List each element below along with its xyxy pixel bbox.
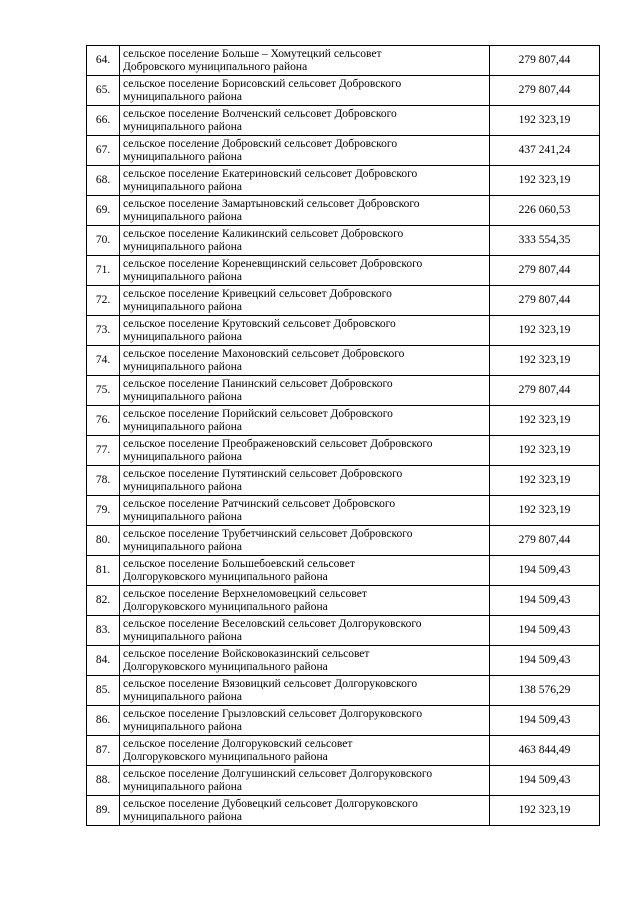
settlement-name	[120, 406, 490, 436]
allocation-amount: 138 576,29	[490, 676, 600, 706]
table-row	[87, 616, 600, 646]
settlement-name	[120, 346, 490, 376]
row-number: 67.	[87, 136, 120, 166]
settlement-name-line-2: муниципального района	[123, 450, 242, 463]
settlement-name-line-1: сельское поселение Махоновский сельсовет Добровского	[123, 347, 405, 360]
settlement-name	[120, 706, 490, 736]
settlement-name	[120, 136, 490, 166]
table-row	[87, 286, 600, 316]
settlement-name	[120, 556, 490, 586]
settlement-name-line-1: сельское поселение Замартыновский сельсовет Добровского	[123, 197, 420, 210]
settlement-name	[120, 226, 490, 256]
row-number: 70.	[87, 226, 120, 256]
table-row	[87, 346, 600, 376]
row-number: 82.	[87, 586, 120, 616]
settlement-name-line-2: Долгоруковского муниципального района	[123, 660, 328, 673]
settlement-name	[120, 796, 490, 826]
settlement-name-line-1: сельское поселение Екатериновский сельсовет Добровского	[123, 167, 418, 180]
allocation-amount: 192 323,19	[490, 346, 600, 376]
allocation-amount: 333 554,35	[490, 226, 600, 256]
settlement-name-line-1: сельское поселение Кореневщинский сельсовет Добровского	[123, 257, 423, 270]
row-number: 89.	[87, 796, 120, 826]
allocation-amount: 279 807,44	[490, 526, 600, 556]
allocation-table	[86, 45, 600, 826]
settlement-name	[120, 526, 490, 556]
row-number: 77.	[87, 436, 120, 466]
allocation-amount: 279 807,44	[490, 46, 600, 76]
settlement-name-line-2: муниципального района	[123, 330, 242, 343]
settlement-name	[120, 676, 490, 706]
settlement-name-line-1: сельское поселение Трубетчинский сельсовет Добровского	[123, 527, 413, 540]
settlement-name	[120, 46, 490, 76]
row-number: 78.	[87, 466, 120, 496]
table-row	[87, 46, 600, 76]
table-row	[87, 136, 600, 166]
settlement-name-line-1: сельское поселение Войсковоказинский сельсовет	[123, 647, 370, 660]
settlement-name	[120, 616, 490, 646]
table-row	[87, 316, 600, 346]
allocation-amount: 279 807,44	[490, 286, 600, 316]
allocation-amount: 194 509,43	[490, 646, 600, 676]
table-row	[87, 256, 600, 286]
allocation-amount: 192 323,19	[490, 466, 600, 496]
row-number: 71.	[87, 256, 120, 286]
settlement-name-line-2: муниципального района	[123, 420, 242, 433]
table-row	[87, 676, 600, 706]
table-row	[87, 406, 600, 436]
settlement-name	[120, 496, 490, 526]
allocation-amount: 194 509,43	[490, 556, 600, 586]
allocation-amount: 279 807,44	[490, 256, 600, 286]
row-number: 75.	[87, 376, 120, 406]
settlement-name-line-1: сельское поселение Кривецкий сельсовет Добровского	[123, 287, 392, 300]
allocation-amount: 192 323,19	[490, 796, 600, 826]
settlement-name-line-2: муниципального района	[123, 540, 242, 553]
settlement-name-line-2: муниципального района	[123, 150, 242, 163]
row-number: 68.	[87, 166, 120, 196]
row-number: 66.	[87, 106, 120, 136]
table-row	[87, 736, 600, 766]
settlement-name-line-2: муниципального района	[123, 480, 242, 493]
row-number: 81.	[87, 556, 120, 586]
settlement-name	[120, 436, 490, 466]
settlement-name-line-1: сельское поселение Волченский сельсовет Добровского	[123, 107, 397, 120]
settlement-name	[120, 196, 490, 226]
settlement-name-line-2: муниципального района	[123, 270, 242, 283]
table-row	[87, 466, 600, 496]
settlement-name-line-2: муниципального района	[123, 90, 242, 103]
table-row	[87, 436, 600, 466]
allocation-amount: 194 509,43	[490, 616, 600, 646]
settlement-name-line-2: Долгоруковского муниципального района	[123, 750, 328, 763]
settlement-name-line-1: сельское поселение Верхнеломовецкий сельсовет	[123, 587, 367, 600]
row-number: 85.	[87, 676, 120, 706]
table-row	[87, 166, 600, 196]
table-row	[87, 766, 600, 796]
allocation-amount: 194 509,43	[490, 766, 600, 796]
settlement-name	[120, 466, 490, 496]
settlement-name-line-1: сельское поселение Долгушинский сельсовет Долгоруковского	[123, 767, 433, 780]
settlement-name-line-2: Добровского муниципального района	[123, 60, 308, 73]
settlement-name-line-1: сельское поселение Долгоруковский сельсовет	[123, 737, 353, 750]
settlement-name-line-1: сельское поселение Большебоевский сельсовет	[123, 557, 355, 570]
settlement-name-line-1: сельское поселение Преображеновский сельсовет Добровского	[123, 437, 433, 450]
table-row	[87, 376, 600, 406]
settlement-name	[120, 76, 490, 106]
settlement-name-line-1: сельское поселение Крутовский сельсовет Добровского	[123, 317, 396, 330]
row-number: 87.	[87, 736, 120, 766]
settlement-name	[120, 736, 490, 766]
settlement-name-line-2: муниципального района	[123, 210, 242, 223]
row-number: 65.	[87, 76, 120, 106]
allocation-table-body	[87, 46, 600, 826]
row-number: 76.	[87, 406, 120, 436]
allocation-amount: 226 060,53	[490, 196, 600, 226]
table-row	[87, 796, 600, 826]
settlement-name	[120, 766, 490, 796]
settlement-name-line-1: сельское поселение Вязовицкий сельсовет Долгоруковского	[123, 677, 418, 690]
allocation-amount: 192 323,19	[490, 166, 600, 196]
allocation-amount: 279 807,44	[490, 76, 600, 106]
settlement-name-line-1: сельское поселение Борисовский сельсовет Добровского	[123, 77, 402, 90]
row-number: 64.	[87, 46, 120, 76]
row-number: 86.	[87, 706, 120, 736]
table-row	[87, 556, 600, 586]
settlement-name	[120, 106, 490, 136]
settlement-name	[120, 286, 490, 316]
settlement-name-line-1: сельское поселение Добровский сельсовет Добровского	[123, 137, 398, 150]
table-row	[87, 526, 600, 556]
table-row	[87, 646, 600, 676]
row-number: 74.	[87, 346, 120, 376]
settlement-name	[120, 586, 490, 616]
allocation-amount: 437 241,24	[490, 136, 600, 166]
allocation-amount: 194 509,43	[490, 706, 600, 736]
table-row	[87, 706, 600, 736]
settlement-name-line-1: сельское поселение Ратчинский сельсовет Добровского	[123, 497, 396, 510]
settlement-name-line-2: муниципального района	[123, 780, 242, 793]
allocation-amount: 192 323,19	[490, 496, 600, 526]
allocation-amount: 192 323,19	[490, 106, 600, 136]
table-row	[87, 586, 600, 616]
settlement-name-line-2: муниципального района	[123, 810, 242, 823]
settlement-name-line-1: сельское поселение Путятинский сельсовет Добровского	[123, 467, 403, 480]
settlement-name-line-1: сельское поселение Больше – Хомутецкий сельсовет	[123, 47, 382, 60]
table-row	[87, 106, 600, 136]
allocation-amount: 192 323,19	[490, 316, 600, 346]
row-number: 79.	[87, 496, 120, 526]
allocation-amount: 192 323,19	[490, 406, 600, 436]
settlement-name-line-1: сельское поселение Каликинский сельсовет Добровского	[123, 227, 404, 240]
row-number: 80.	[87, 526, 120, 556]
settlement-name-line-2: муниципального района	[123, 720, 242, 733]
settlement-name-line-2: Долгоруковского муниципального района	[123, 600, 328, 613]
settlement-name	[120, 376, 490, 406]
settlement-name-line-2: муниципального района	[123, 690, 242, 703]
allocation-amount: 194 509,43	[490, 586, 600, 616]
settlement-name	[120, 646, 490, 676]
settlement-name-line-2: муниципального района	[123, 630, 242, 643]
row-number: 88.	[87, 766, 120, 796]
allocation-amount: 192 323,19	[490, 436, 600, 466]
settlement-name-line-1: сельское поселение Панинский сельсовет Добровского	[123, 377, 393, 390]
settlement-name-line-1: сельское поселение Грызловский сельсовет Долгоруковского	[123, 707, 423, 720]
settlement-name-line-2: Долгоруковского муниципального района	[123, 570, 328, 583]
table-row	[87, 226, 600, 256]
settlement-name-line-2: муниципального района	[123, 300, 242, 313]
settlement-name-line-1: сельское поселение Дубовецкий сельсовет Долгоруковского	[123, 797, 418, 810]
row-number: 72.	[87, 286, 120, 316]
settlement-name	[120, 316, 490, 346]
allocation-amount: 279 807,44	[490, 376, 600, 406]
settlement-name	[120, 166, 490, 196]
settlement-name	[120, 256, 490, 286]
table-row	[87, 76, 600, 106]
settlement-name-line-2: муниципального района	[123, 360, 242, 373]
settlement-name-line-2: муниципального района	[123, 240, 242, 253]
table-row	[87, 196, 600, 226]
settlement-name-line-2: муниципального района	[123, 390, 242, 403]
row-number: 84.	[87, 646, 120, 676]
settlement-name-line-2: муниципального района	[123, 180, 242, 193]
settlement-name-line-1: сельское поселение Порийский сельсовет Добровского	[123, 407, 393, 420]
row-number: 83.	[87, 616, 120, 646]
settlement-name-line-2: муниципального района	[123, 510, 242, 523]
settlement-name-line-2: муниципального района	[123, 120, 242, 133]
table-row	[87, 496, 600, 526]
allocation-amount: 463 844,49	[490, 736, 600, 766]
row-number: 69.	[87, 196, 120, 226]
settlement-name-line-1: сельское поселение Веселовский сельсовет Долгоруковского	[123, 617, 422, 630]
row-number: 73.	[87, 316, 120, 346]
